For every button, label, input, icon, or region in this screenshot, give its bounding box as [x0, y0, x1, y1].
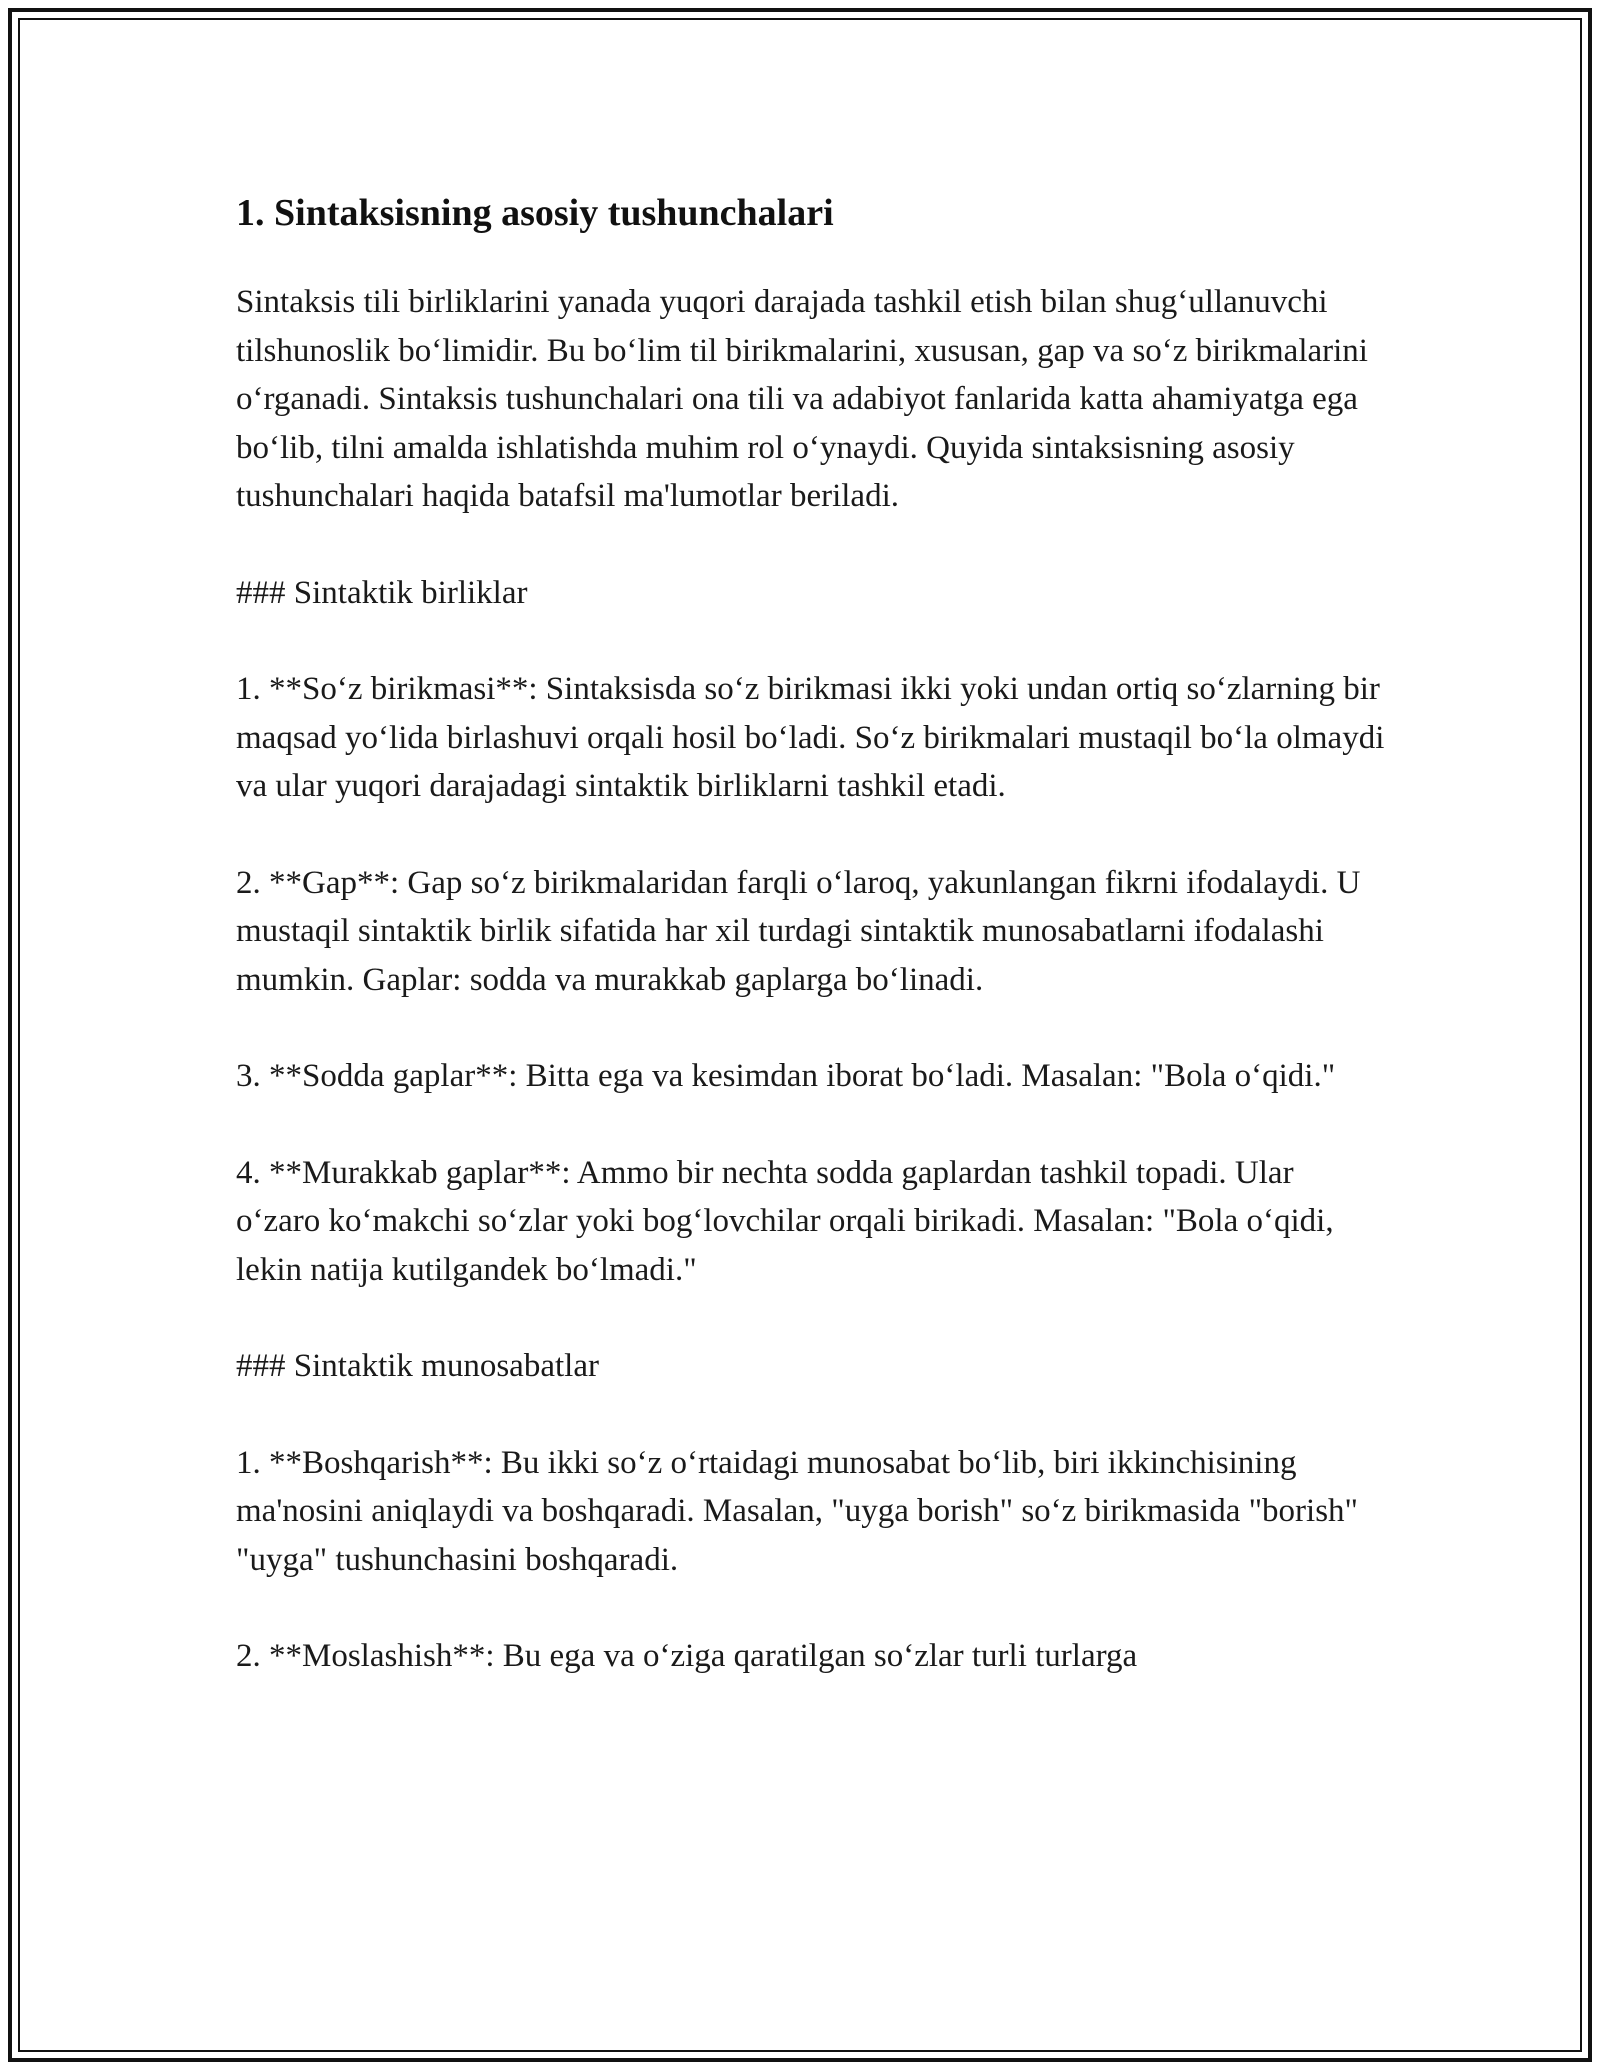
intro-paragraph: Sintaksis tili birliklarini yanada yuqori darajada tashkil etish bilan shug‘ullanuvchi tilshunoslik bo‘limidir. Bu bo‘lim til birikmalarini, xususan, gap va so‘z birikmalarini o‘rganadi. Sintaksis tushunchalari ona tili va adabiyot fanlarida katta ahamiyatga ega bo‘lib, tilni amalda ishlatishda muhim rol o‘ynaydi. Quyida sintaksisning asosiy tushunchalari haqida batafsil ma'lumotlar beriladi. [236, 284, 1368, 514]
item-murakkab-gaplar: 4. **Murakkab gaplar**: Ammo bir nechta sodda gaplardan tashkil topadi. Ular o‘zaro ko‘makchi so‘zlar yoki bog‘lovchilar orqali birikadi. Masalan: "Bola o‘qidi, lekin natija kutilgandek bo‘lmadi." [236, 1154, 1334, 1288]
document-page [236, 186, 1386, 1681]
item-boshqarish: 1. **Boshqarish**: Bu ikki so‘z o‘rtaidagi munosabat bo‘lib, biri ikkinchisining ma'nosini aniqlaydi va boshqaradi. Masalan, "uyga borish" so‘z birikmasida "borish" "uyga" tushunchasini boshqaradi. [236, 1444, 1359, 1578]
section-title: 1. Sintaksisning asosiy tushunchalari [236, 192, 834, 234]
item-moslashish: 2. **Moslashish**: Bu ega va o‘ziga qaratilgan so‘zlar turli turlarga [236, 1638, 1138, 1674]
item-gap: 2. **Gap**: Gap so‘z birikmalaridan farqli o‘laroq, yakunlangan fikrni ifodalaydi. U mustaqil sintaktik birlik sifatida har xil turdagi sintaktik munosabatlarni ifodalashi mumkin. Gaplar: sodda va murakkab gaplarga bo‘linadi. [236, 864, 1361, 998]
subheading-sintaktik-birliklar: ### Sintaktik birliklar [236, 574, 528, 611]
item-soz-birikmasi: 1. **So‘z birikmasi**: Sintaksisda so‘z birikmasi ikki yoki undan ortiq so‘zlarning bir maqsad yo‘lida birlashuvi orqali hosil bo‘ladi. So‘z birikmalari mustaqil bo‘la olmaydi va ular yuqori darajadagi sintaktik birliklarni tashkil etadi. [236, 671, 1385, 804]
subheading-sintaktik-munosabatlar: ### Sintaktik munosabatlar [236, 1348, 599, 1384]
item-sodda-gaplar: 3. **Sodda gaplar**: Bitta ega va kesimdan iborat bo‘ladi. Masalan: "Bola o‘qidi." [236, 1058, 1336, 1094]
